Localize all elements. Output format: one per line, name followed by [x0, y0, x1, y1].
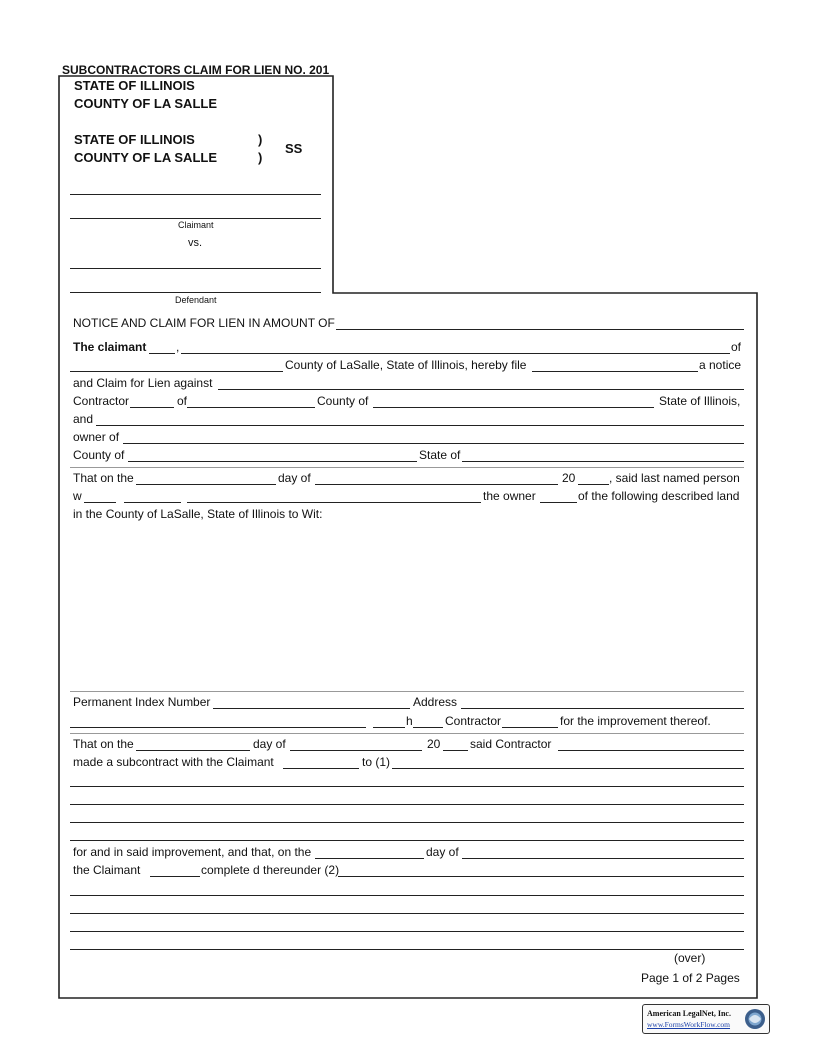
county-line-2: COUNTY OF LA SALLE	[74, 150, 217, 165]
said-contractor-field[interactable]	[558, 750, 744, 751]
completion-line-1[interactable]	[70, 895, 744, 896]
ss-label: SS	[285, 141, 303, 156]
american-legalnet-logo[interactable]	[642, 1004, 770, 1034]
paren-2: )	[258, 150, 263, 165]
made-sub-text: made a subcontract with the Claimant	[73, 755, 274, 769]
legal-description-area[interactable]	[70, 524, 744, 684]
county-of-label-2: County of	[73, 448, 125, 462]
day-of-label-2: day of	[253, 737, 286, 751]
defendant-line-1[interactable]	[70, 268, 321, 269]
claimant-line-2[interactable]	[70, 218, 321, 219]
paren-1: )	[258, 132, 263, 147]
state-of-label: State of	[419, 448, 461, 462]
work-line-1[interactable]	[70, 786, 744, 787]
owner-state-field[interactable]	[462, 461, 744, 462]
improvement-field-4[interactable]	[502, 727, 558, 728]
logo-url[interactable]: www.FormsWorkFlow.com	[647, 1020, 731, 1029]
for-and-text: for and in said improvement, and that, on the	[73, 845, 312, 859]
divider-2	[70, 691, 744, 692]
to-1-label: to (1)	[362, 755, 391, 769]
for-and-field[interactable]	[315, 858, 424, 859]
owner-short-field[interactable]	[540, 502, 577, 503]
claimant-label: The claimant	[73, 340, 147, 354]
said-last-text: , said last named person	[609, 471, 740, 485]
improvement-field-3[interactable]	[413, 727, 443, 728]
year-field-2[interactable]	[443, 750, 468, 751]
said-contractor-text: said Contractor	[470, 737, 552, 751]
contractor-short-field[interactable]	[130, 407, 174, 408]
pin-field[interactable]	[213, 708, 410, 709]
globe-icon	[743, 1007, 767, 1031]
day-of-label-3: day of	[426, 845, 459, 859]
improvement-field-2[interactable]	[373, 727, 405, 728]
improvement-text: for the improvement thereof.	[560, 714, 711, 728]
completed-text: complete d thereunder (2)	[201, 863, 340, 877]
claim-against-label: and Claim for Lien against	[73, 376, 213, 390]
that-on-field-2[interactable]	[136, 750, 250, 751]
w-field-3[interactable]	[187, 502, 481, 503]
improvement-field-1[interactable]	[70, 727, 366, 728]
completion-line-4[interactable]	[70, 949, 744, 950]
county-of-label: County of	[317, 394, 369, 408]
state-line-1: STATE OF ILLINOIS	[74, 78, 195, 93]
claimant-caption: Claimant	[178, 220, 214, 230]
that-on-label: That on the	[73, 471, 134, 485]
owner-of-label: owner of	[73, 430, 120, 444]
w-field-1[interactable]	[84, 502, 116, 503]
amount-field[interactable]	[336, 329, 744, 330]
day-of-field-3[interactable]	[462, 858, 744, 859]
year-prefix-2: 20	[427, 737, 441, 751]
claimant-city-field[interactable]	[70, 371, 283, 372]
completion-line-2[interactable]	[70, 913, 744, 914]
page-number: Page 1 of 2 Pages	[641, 971, 740, 985]
a-notice-text: a notice	[699, 358, 742, 372]
defendant-caption: Defendant	[175, 295, 217, 305]
contractor-of-field[interactable]	[187, 407, 315, 408]
year-prefix: 20	[562, 471, 576, 485]
vs-label: vs.	[188, 237, 203, 249]
address-label: Address	[413, 695, 458, 709]
the-owner-label: the owner	[483, 489, 536, 503]
contractor-label-2: Contractor	[445, 714, 502, 728]
year-field[interactable]	[578, 484, 609, 485]
over-label: (over)	[674, 951, 706, 965]
w-label: w	[73, 489, 82, 503]
pin-label: Permanent Index Number	[73, 695, 211, 709]
and-field[interactable]	[96, 425, 744, 426]
to-1-field[interactable]	[392, 768, 744, 769]
address-field[interactable]	[461, 708, 744, 709]
day-of-field[interactable]	[315, 484, 558, 485]
contractor-county-field[interactable]	[373, 407, 654, 408]
day-of-field-2[interactable]	[290, 750, 422, 751]
subcontract-field[interactable]	[283, 768, 359, 769]
and-label: and	[73, 412, 94, 426]
owner-field[interactable]	[123, 443, 744, 444]
claimant-short-field[interactable]	[149, 353, 175, 354]
completed-field[interactable]	[150, 876, 200, 877]
of-label-2: of	[177, 394, 188, 408]
completed-detail-field[interactable]	[338, 876, 744, 877]
divider-1	[70, 467, 744, 468]
file-field[interactable]	[532, 371, 698, 372]
state-illinois-label: State of Illinois,	[659, 394, 741, 408]
completion-line-3[interactable]	[70, 931, 744, 932]
logo-company: American LegalNet, Inc.	[647, 1009, 731, 1018]
w-field-2[interactable]	[124, 502, 181, 503]
county-file-text: County of LaSalle, State of Illinois, hereby file	[285, 358, 527, 372]
work-line-2[interactable]	[70, 804, 744, 805]
work-line-3[interactable]	[70, 822, 744, 823]
work-line-4[interactable]	[70, 840, 744, 841]
claimant-line-1[interactable]	[70, 194, 321, 195]
owner-county-field[interactable]	[128, 461, 417, 462]
notice-label: NOTICE AND CLAIM FOR LIEN IN AMOUNT OF	[73, 316, 335, 330]
state-line-2: STATE OF ILLINOIS	[74, 132, 195, 147]
h-label: h	[406, 714, 413, 728]
claimant-name-field[interactable]	[181, 353, 730, 354]
contractor-label: Contractor	[73, 394, 130, 408]
defendant-line-2[interactable]	[70, 292, 321, 293]
following-text: of the following described land	[578, 489, 740, 503]
divider-3	[70, 733, 744, 734]
that-on-label-2: That on the	[73, 737, 134, 751]
form-title: SUBCONTRACTORS CLAIM FOR LIEN NO. 201	[62, 63, 330, 77]
claim-against-field[interactable]	[218, 389, 744, 390]
that-on-field[interactable]	[136, 484, 276, 485]
day-of-label: day of	[278, 471, 311, 485]
comma: ,	[176, 340, 180, 354]
county-wit-text: in the County of LaSalle, State of Illinois to Wit:	[73, 507, 323, 521]
of-label-1: of	[731, 340, 742, 354]
county-line-1: COUNTY OF LA SALLE	[74, 96, 217, 111]
claimant-label-2: the Claimant	[73, 863, 141, 877]
